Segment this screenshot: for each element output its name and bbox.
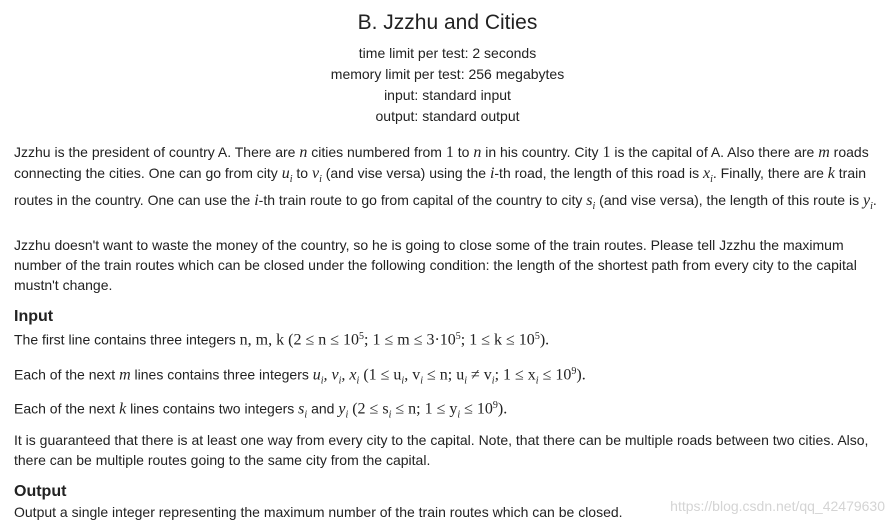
output-source: output: standard output [375,108,520,124]
input-line-3: Each of the next k lines contains two integers $s_i$ and $y_i$ ($2 \le s_i \le n$; $1 \le y_i \le 10^9$). [14,400,508,421]
input-guarantee-note: It is guaranteed that there is at least one way from every city to the capital. Note, that there can be multiple roads between two cities. Also, there can be multiple routes going to the same city from the capital. [14,432,869,468]
statement-paragraph-1: Jzzhu is the president of country A. There are n cities numbered from 1 to n in his country. City 1 is the capital of A. Also there are m roads connecting the cities. One can go from city $u_i$ to $v_i$ (and vise versa) using the i-th road, the length of this road is $x_i$. Finally, there are k train routes in the country. One can use the i-th train route to go from capital of the country to city $s_i$ (and vise versa), the length of this route is $y_i$. [14,144,877,212]
input-line-1: The first line contains three integers n, m, k ($2 \le n \le 10^5$; $1 \le m \le 3\cdot 10^5$; $1 \le k \le 10^5$). [14,331,550,349]
output-heading: Output [14,483,67,500]
problem-title: B. Jzzhu and Cities [357,11,538,34]
input-source: input: standard input [384,87,511,103]
statement-paragraph-2: Jzzhu doesn't want to waste the money of the country, so he is going to close some of the train routes. Please tell Jzzhu the maximum number of the train routes which can be closed under the following condition: the length of the shortest path from every city to the capital mustn't change. [14,237,857,293]
watermark: https://blog.csdn.net/qq_42479630 [670,498,885,514]
input-heading: Input [14,308,54,325]
output-line-1: Output a single integer representing the maximum number of the train routes which can be closed. [14,504,623,520]
input-line-2: Each of the next m lines contains three integers $u_i$, $v_i$, $x_i$ ($1 \le u_i$, $v_i \le n$; $u_i \ne v_i$; $1 \le x_i \le 10^9$). [14,366,586,387]
memory-limit: memory limit per test: 256 megabytes [330,66,565,82]
time-limit: time limit per test: 2 seconds [358,45,537,61]
